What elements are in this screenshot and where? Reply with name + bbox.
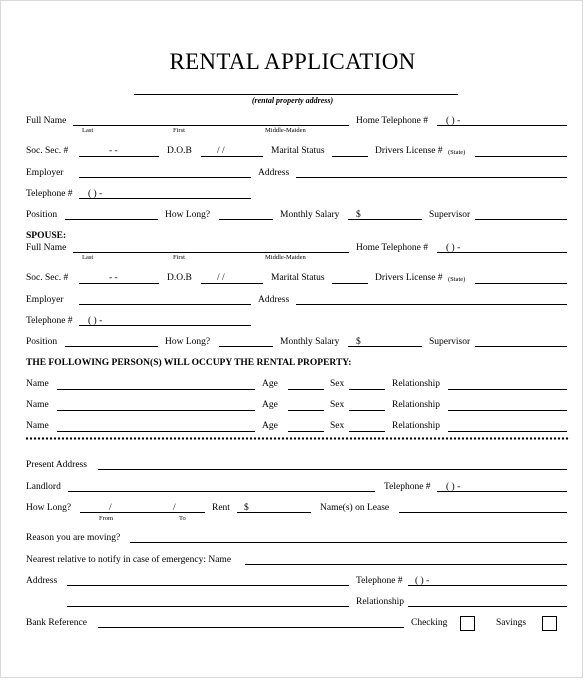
occupant-name-field[interactable] (57, 389, 255, 390)
spouse-marital-status-label: Marital Status (271, 273, 325, 283)
full-name-label: Full Name (26, 116, 67, 126)
rent-dollar-sign: $ (244, 503, 249, 513)
spouse-full-name-label: Full Name (26, 243, 67, 253)
occupant-age-label: Age (262, 400, 278, 410)
home-telephone-format: ( ) - (446, 116, 461, 126)
occupant-age-label: Age (262, 421, 278, 431)
spouse-monthly-salary-label: Monthly Salary (280, 337, 340, 347)
occupant-name-field[interactable] (57, 431, 255, 432)
marital-status-field[interactable] (332, 156, 368, 157)
spouse-home-telephone-format: ( ) - (446, 243, 461, 253)
spouse-drivers-license-label: Drivers License # (375, 273, 443, 283)
occupant-relationship-field[interactable] (448, 431, 567, 432)
dob-format: / / (217, 146, 225, 156)
occupant-relationship-label: Relationship (392, 379, 441, 389)
spouse-telephone-field[interactable] (79, 325, 251, 326)
occupant-sex-label: Sex (330, 421, 345, 431)
property-address-line[interactable] (134, 94, 458, 95)
dob-label: D.O.B (167, 146, 192, 156)
spouse-home-telephone-label: Home Telephone # (356, 243, 428, 253)
position-field[interactable] (65, 219, 158, 220)
employer-field[interactable] (79, 177, 251, 178)
relative-relationship-label: Relationship (356, 597, 405, 607)
spouse-telephone-label: Telephone # (26, 316, 73, 326)
occupant-relationship-label: Relationship (392, 421, 441, 431)
landlord-telephone-format: ( ) - (446, 482, 461, 492)
position-label: Position (26, 210, 58, 220)
checking-label: Checking (411, 618, 448, 628)
emergency-relative-field[interactable] (245, 564, 567, 565)
spouse-heading: SPOUSE: (26, 231, 67, 241)
spouse-employer-label: Employer (26, 295, 64, 305)
present-address-label: Present Address (26, 460, 87, 470)
spouse-first-caption: First (173, 254, 185, 261)
landlord-field[interactable] (68, 491, 375, 492)
address-field[interactable] (296, 177, 567, 178)
savings-checkbox[interactable] (542, 616, 557, 631)
occupant-name-label: Name (26, 421, 49, 431)
telephone-format: ( ) - (88, 189, 103, 199)
occupant-relationship-field[interactable] (448, 410, 567, 411)
spouse-middle-caption: Middle-Maiden (265, 254, 306, 261)
state-caption: (State) (448, 149, 466, 156)
occupant-sex-label: Sex (330, 379, 345, 389)
drivers-license-field[interactable] (475, 156, 567, 157)
landlord-telephone-label: Telephone # (384, 482, 431, 492)
occupant-age-label: Age (262, 379, 278, 389)
soc-sec-format: - - (109, 146, 118, 156)
occupant-age-field[interactable] (288, 389, 324, 390)
telephone-label: Telephone # (26, 189, 73, 199)
supervisor-field[interactable] (475, 219, 567, 220)
spouse-dob-field[interactable] (201, 283, 263, 284)
spouse-dob-label: D.O.B (167, 273, 192, 283)
soc-sec-label: Soc. Sec. # (26, 146, 69, 156)
occupant-name-label: Name (26, 379, 49, 389)
to-caption: To (179, 515, 186, 522)
residence-how-long-field[interactable] (80, 512, 205, 513)
spouse-soc-sec-format: - - (109, 273, 118, 283)
spouse-dob-format: / / (217, 273, 225, 283)
reason-moving-label: Reason you are moving? (26, 533, 121, 543)
emergency-relative-label: Nearest relative to notify in case of emergency: Name (26, 555, 232, 565)
spouse-how-long-label: How Long? (165, 337, 211, 347)
residence-how-long-label: How Long? (26, 503, 72, 513)
occupant-sex-field[interactable] (349, 389, 385, 390)
full-name-field[interactable] (73, 125, 349, 126)
names-on-lease-label: Name(s) on Lease (320, 503, 390, 513)
from-slash: / (109, 503, 112, 513)
spouse-soc-sec-label: Soc. Sec. # (26, 273, 69, 283)
occupant-age-field[interactable] (288, 431, 324, 432)
dotted-divider (25, 437, 570, 440)
spouse-dollar-sign: $ (356, 337, 361, 347)
soc-sec-field[interactable] (79, 156, 159, 157)
relative-address-field[interactable] (67, 585, 349, 586)
spouse-soc-sec-field[interactable] (79, 283, 159, 284)
last-caption: Last (82, 127, 94, 134)
rent-label: Rent (212, 503, 230, 513)
relative-address-label: Address (26, 576, 58, 586)
relative-telephone-format: ( ) - (415, 576, 430, 586)
spouse-full-name-field[interactable] (73, 252, 349, 253)
present-address-field[interactable] (98, 469, 567, 470)
spouse-supervisor-label: Supervisor (429, 337, 471, 347)
home-telephone-label: Home Telephone # (356, 116, 428, 126)
from-caption: From (99, 515, 114, 522)
drivers-license-label: Drivers License # (375, 146, 443, 156)
spouse-position-field[interactable] (65, 346, 158, 347)
occupants-heading: THE FOLLOWING PERSON(S) WILL OCCUPY THE RENTAL PROPERTY: (26, 358, 352, 368)
spouse-marital-status-field[interactable] (332, 283, 368, 284)
occupant-name-field[interactable] (57, 410, 255, 411)
occupant-relationship-label: Relationship (392, 400, 441, 410)
property-address-caption: (rental property address) (251, 96, 334, 105)
how-long-label: How Long? (165, 210, 211, 220)
spouse-employer-field[interactable] (79, 304, 251, 305)
occupant-relationship-field[interactable] (448, 389, 567, 390)
telephone-field[interactable] (79, 198, 251, 199)
savings-label: Savings (496, 618, 527, 628)
relative-telephone-label: Telephone # (356, 576, 403, 586)
relative-address-line-2[interactable] (67, 606, 349, 607)
spouse-state-caption: (State) (448, 276, 466, 283)
middle-caption: Middle-Maiden (265, 127, 306, 134)
occupant-sex-field[interactable] (349, 431, 385, 432)
names-on-lease-field[interactable] (399, 512, 567, 513)
spouse-supervisor-field[interactable] (475, 346, 567, 347)
monthly-salary-label: Monthly Salary (280, 210, 340, 220)
dollar-sign: $ (356, 210, 361, 220)
relative-relationship-field[interactable] (408, 606, 567, 607)
occupant-name-label: Name (26, 400, 49, 410)
how-long-field[interactable] (219, 219, 273, 220)
landlord-label: Landlord (26, 482, 61, 492)
checking-checkbox[interactable] (460, 616, 475, 631)
occupant-sex-field[interactable] (349, 410, 385, 411)
spouse-address-field[interactable] (296, 304, 567, 305)
spouse-address-label: Address (258, 295, 290, 305)
to-slash: / (173, 503, 176, 513)
spouse-telephone-format: ( ) - (88, 316, 103, 326)
address-label: Address (258, 168, 290, 178)
bank-reference-field[interactable] (98, 627, 404, 628)
employer-label: Employer (26, 168, 64, 178)
reason-moving-field[interactable] (130, 542, 567, 543)
relative-telephone-field[interactable] (408, 585, 567, 586)
spouse-position-label: Position (26, 337, 58, 347)
dob-field[interactable] (201, 156, 263, 157)
marital-status-label: Marital Status (271, 146, 325, 156)
form-title: RENTAL APPLICATION (169, 49, 416, 74)
spouse-how-long-field[interactable] (219, 346, 273, 347)
bank-reference-label: Bank Reference (26, 618, 87, 628)
occupant-sex-label: Sex (330, 400, 345, 410)
occupant-age-field[interactable] (288, 410, 324, 411)
first-caption: First (173, 127, 185, 134)
spouse-drivers-license-field[interactable] (475, 283, 567, 284)
supervisor-label: Supervisor (429, 210, 471, 220)
spouse-last-caption: Last (82, 254, 94, 261)
